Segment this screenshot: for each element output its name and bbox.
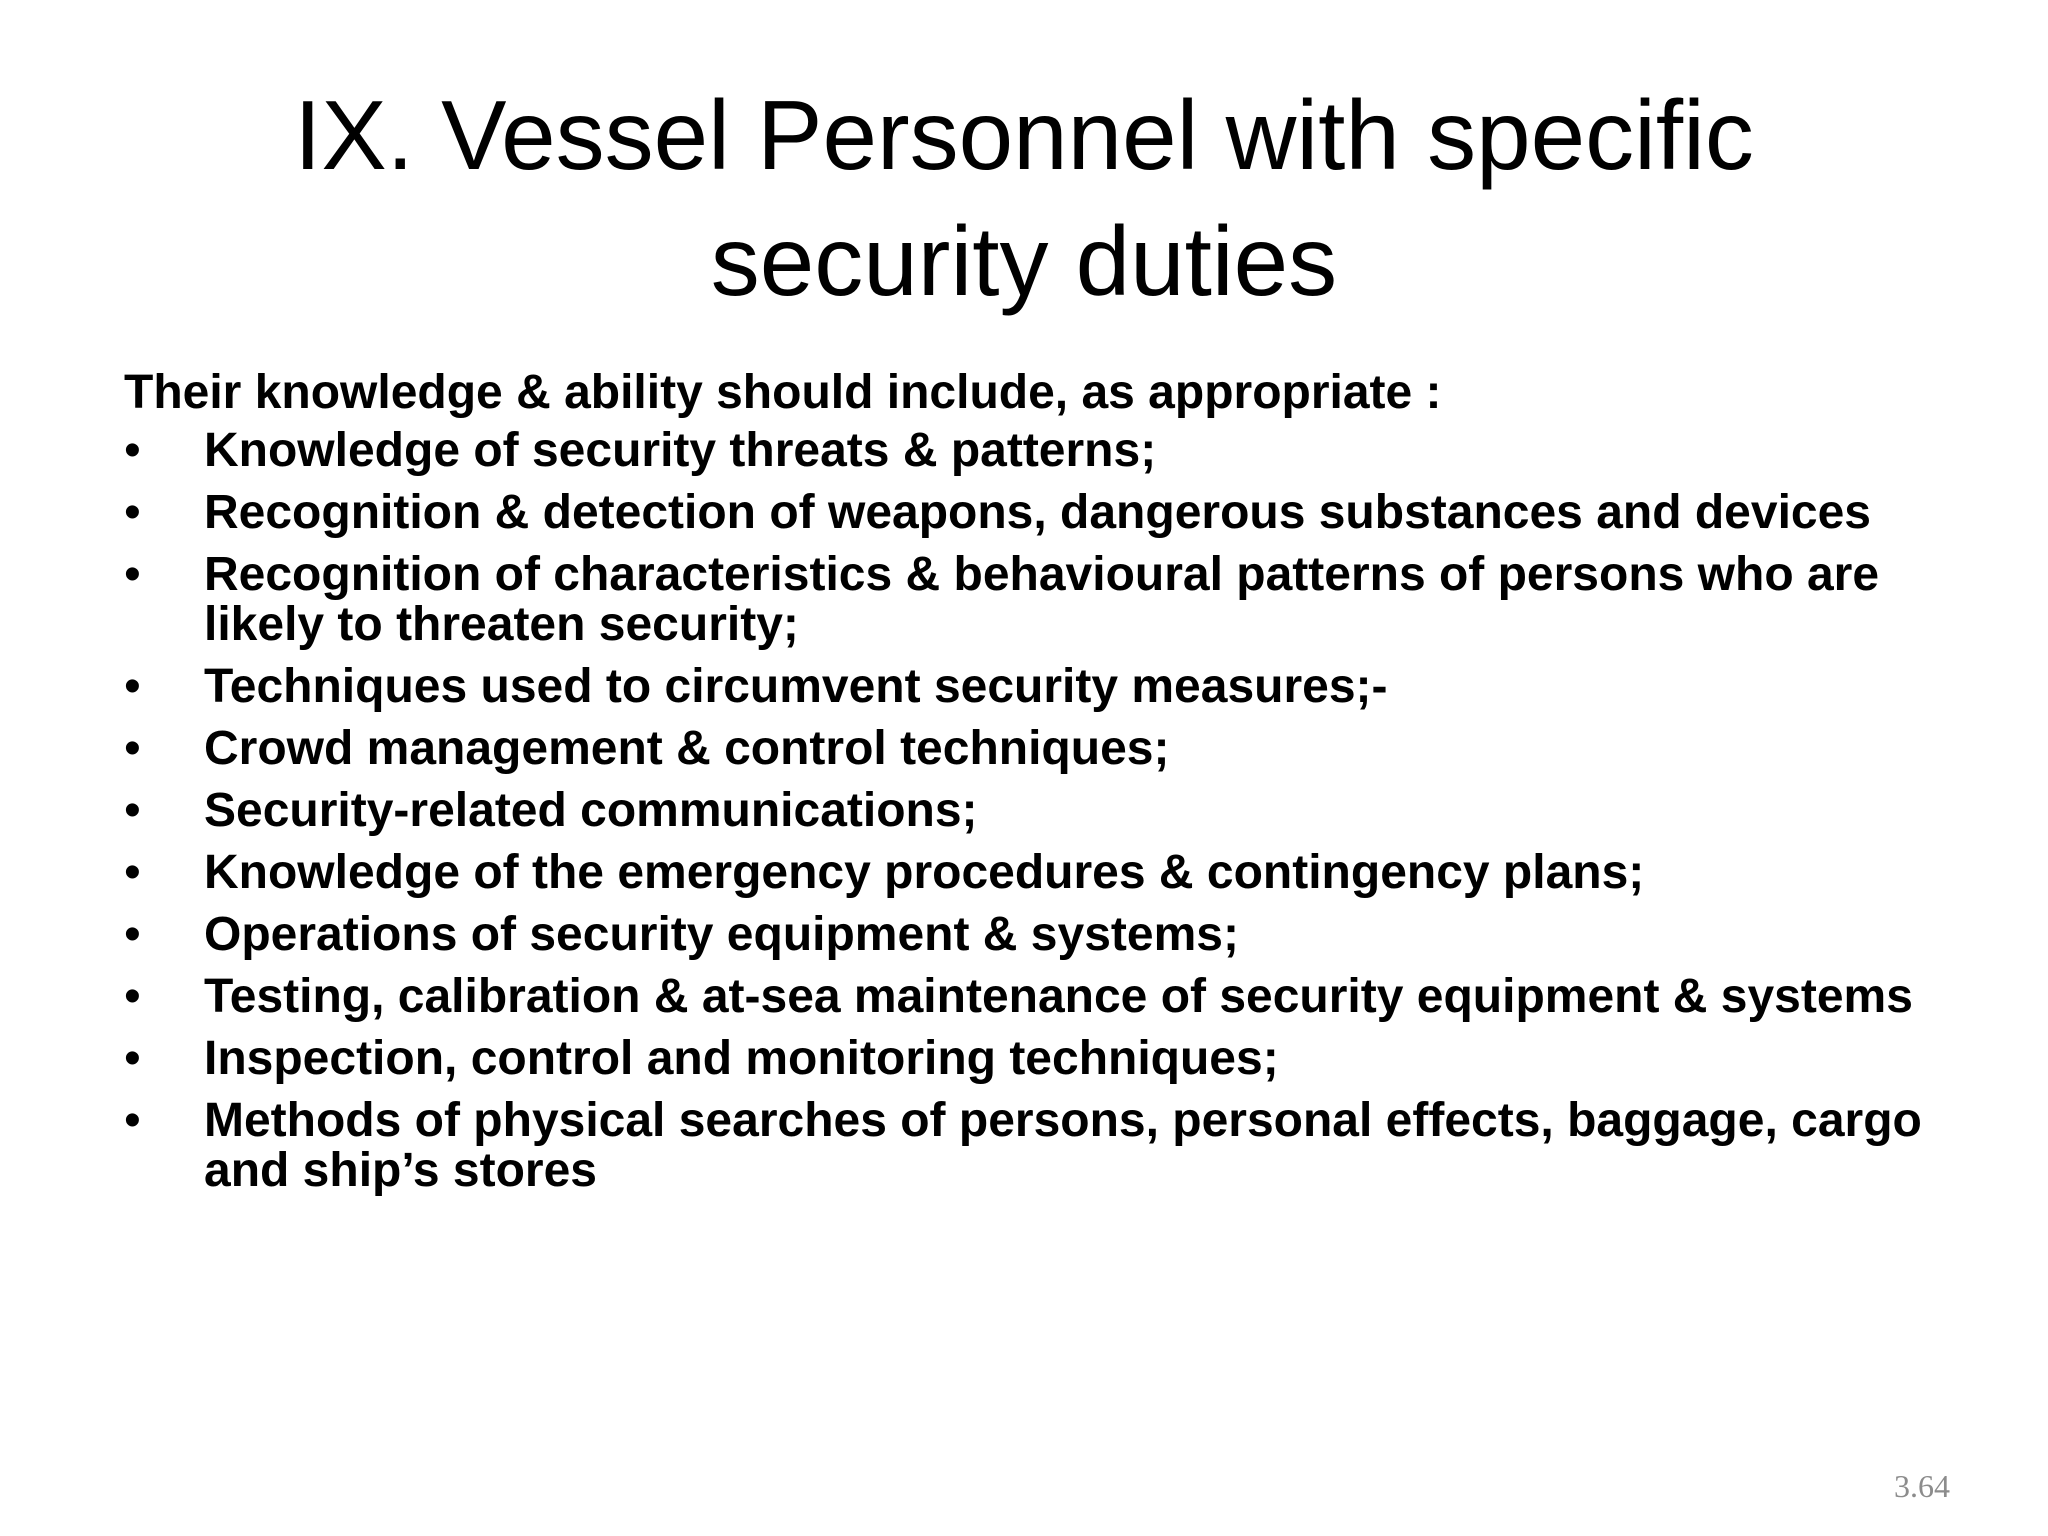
list-item-text: Crowd management & control techniques; [204,722,1170,775]
list-item [124,848,1984,898]
bullet-icon: • [124,486,141,539]
list-item [124,972,1984,1022]
list-item-text: Security-related communications; [204,784,978,837]
bullet-icon: • [124,784,141,837]
slide-number: 3.64 [1894,1468,1950,1504]
list-item [124,910,1984,960]
slide-title [0,72,2048,324]
bullet-icon: • [124,846,141,899]
list-item-text: Methods of physical searches of persons, personal effects, baggage, cargo and ship’s stores [204,1094,1922,1197]
list-item-text: Testing, calibration & at-sea maintenance of security equipment & systems [204,970,1913,1023]
list-item [124,550,1984,650]
list-item [124,662,1984,712]
list-item-text: Techniques used to circumvent security measures;- [204,660,1388,713]
list-item-text: Knowledge of security threats & patterns; [204,424,1157,477]
list-item [124,488,1984,538]
list-item-text: Operations of security equipment & systems; [204,908,1239,961]
bullet-icon: • [124,970,141,1023]
list-item-text: Knowledge of the emergency procedures & contingency plans; [204,846,1645,899]
list-item-text: Inspection, control and monitoring techniques; [204,1032,1279,1085]
list-item [124,724,1984,774]
bullet-icon: • [124,1032,141,1085]
list-item [124,1096,1984,1196]
list-item [124,426,1984,476]
list-item-text: Recognition of characteristics & behavioural patterns of persons who are likely to threaten security; [204,548,1880,651]
bullet-icon: • [124,424,141,477]
list-item [124,1034,1984,1084]
bullet-list [124,426,1984,1208]
slide-title-line-2: security duties [710,206,1338,316]
slide-title-line-1: IX. Vessel Personnel with specific [294,80,1754,190]
bullet-icon: • [124,548,141,601]
list-item-text: Recognition & detection of weapons, dangerous substances and devices [204,486,1871,539]
bullet-icon: • [124,1094,141,1147]
list-item [124,786,1984,836]
bullet-icon: • [124,908,141,961]
bullet-icon: • [124,660,141,713]
intro-text: Their knowledge & ability should include, as appropriate : [124,366,1442,419]
bullet-icon: • [124,722,141,775]
